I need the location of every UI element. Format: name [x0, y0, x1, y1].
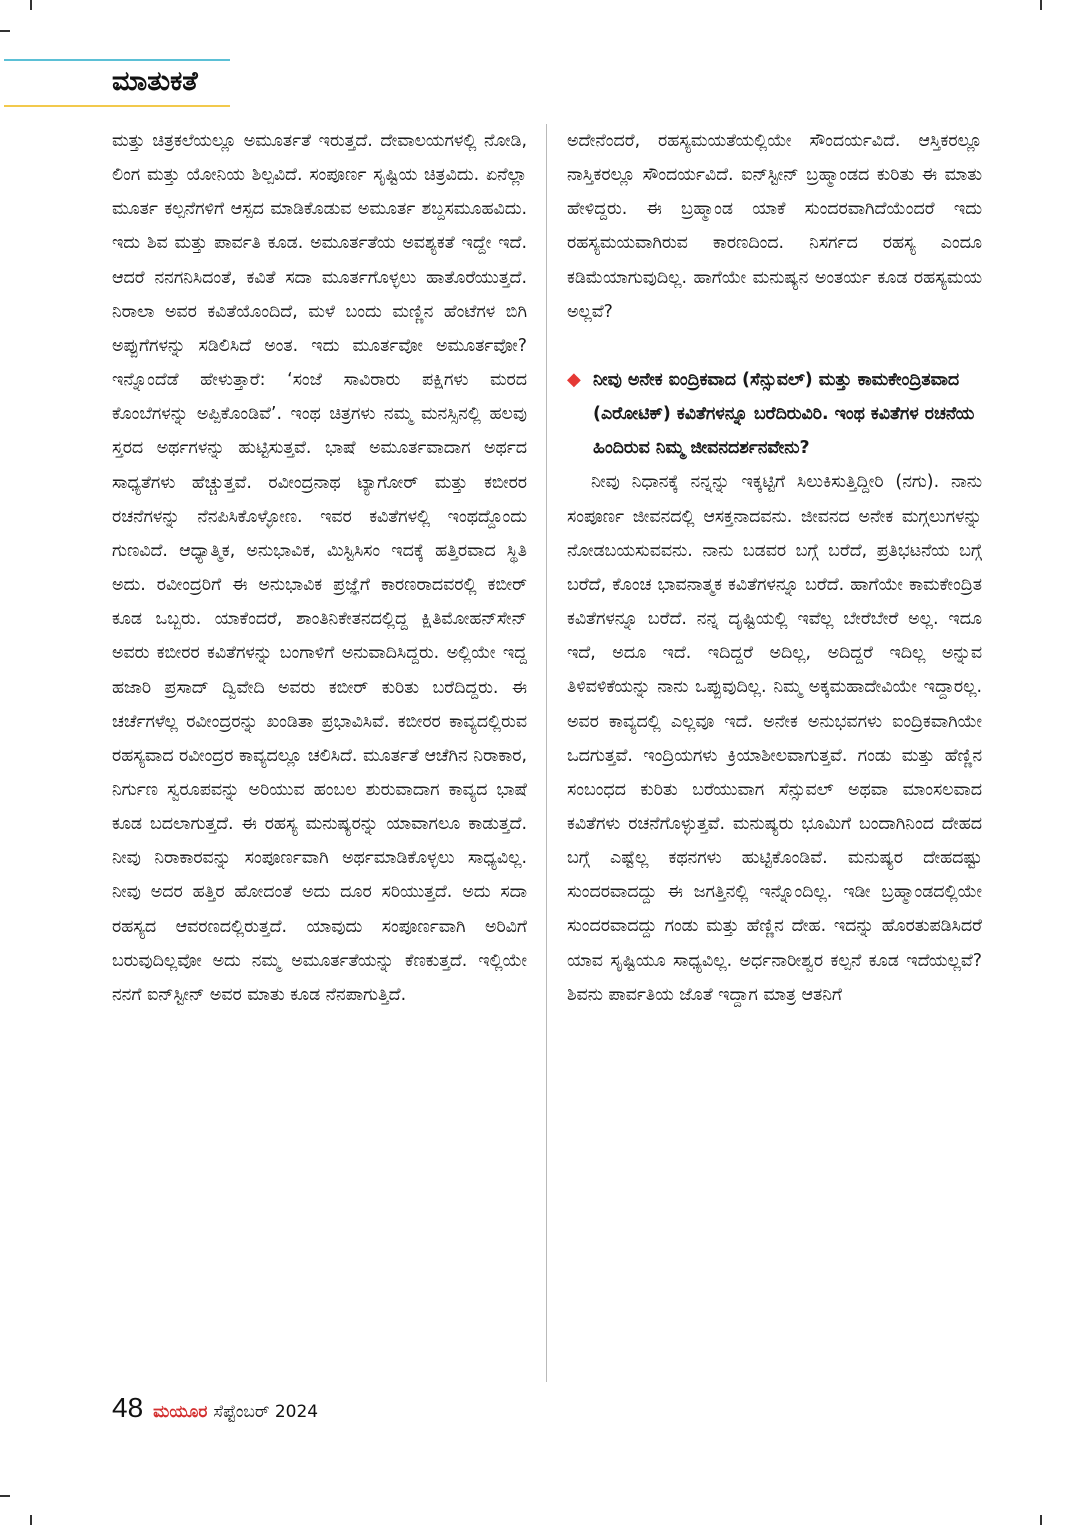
magazine-logo: ಮಯೂರ — [153, 1402, 208, 1422]
crop-mark — [0, 30, 10, 32]
diamond-bullet-icon: ◆ — [567, 368, 581, 390]
header-accent-bottom — [4, 105, 230, 107]
crop-mark — [30, 1515, 32, 1525]
column-divider — [546, 124, 547, 1382]
page-footer — [112, 1392, 318, 1432]
crop-mark — [1040, 0, 1042, 10]
header-accent-top — [4, 59, 230, 61]
article-column-right — [567, 124, 982, 1386]
interview-answer: ನೀವು ನಿಧಾನಕ್ಕೆ ನನ್ನನ್ನು ಇಕ್ಕಟ್ಟಿಗೆ ಸಿಲುಕಿಸುತ್ತಿದ್ದೀರಿ (ನಗು). ನಾನು ಸಂಪೂರ್ಣ ಜೀವನದಲ್ಲಿ ಆಸಕ್ತನಾದವನು. ಜೀವನದ ಅನೇಕ ಮಗ್ಗಲುಗಳನ್ನು ನೋಡಬಯಸುವವನು. ನಾನು ಬಡವರ ಬಗ್ಗೆ ಬರೆದೆ, ಪ್ರತಿಭಟನೆಯ ಬಗ್ಗೆ ಬರೆದೆ, ಕೊಂಚ ಭಾವನಾತ್ಮಕ ಕವಿತೆಗಳನ್ನೂ ಬರೆದೆ. ಹಾಗೆಯೇ ಕಾಮಕೇಂದ್ರಿತ ಕವಿತೆಗಳನ್ನೂ ಬರೆದೆ. ನನ್ನ ದೃಷ್ಟಿಯಲ್ಲಿ ಇವೆಲ್ಲ ಬೇರೆಬೇರೆ ಅಲ್ಲ. ಇದೂ ಇದೆ, ಅದೂ ಇದೆ. ಇದಿದ್ದರೆ ಅದಿಲ್ಲ, ಅದಿದ್ದರೆ ಇದಿಲ್ಲ ಅನ್ನುವ ತಿಳಿವಳಿಕೆಯನ್ನು ನಾನು ಒಪ್ಪುವುದಿಲ್ಲ. ನಿಮ್ಮ ಅಕ್ಕಮಹಾದೇವಿಯೇ ಇದ್ದಾರಲ್ಲ. ಅವರ ಕಾವ್ಯದಲ್ಲಿ ಎಲ್ಲವೂ ಇದೆ. ಅನೇಕ ಅನುಭವಗಳು ಐಂದ್ರಿಕವಾಗಿಯೇ ಒದಗುತ್ತವೆ. ಇಂದ್ರಿಯಗಳು ಕ್ರಿಯಾಶೀಲವಾಗುತ್ತವೆ. ಗಂಡು ಮತ್ತು ಹೆಣ್ಣಿನ ಸಂಬಂಧದ ಕುರಿತು ಬರೆಯುವಾಗ ಸೆನ್ಸುವಲ್ ಅಥವಾ ಮಾಂಸಲವಾದ ಕವಿತೆಗಳು ರಚನೆಗೊಳ್ಳುತ್ತವೆ. ಮನುಷ್ಯರು ಭೂಮಿಗೆ ಬಂದಾಗಿನಿಂದ ದೇಹದ ಬಗ್ಗೆ ಎಷ್ಟೆಲ್ಲ ಕಥನಗಳು ಹುಟ್ಟಿಕೊಂಡಿವೆ. ಮನುಷ್ಯರ ದೇಹದಷ್ಟು ಸುಂದರವಾದದ್ದು ಈ ಜಗತ್ತಿನಲ್ಲಿ ಇನ್ನೊಂದಿಲ್ಲ. ಇಡೀ ಬ್ರಹ್ಮಾಂಡದಲ್ಲಿಯೇ ಸುಂದರವಾದದ್ದು ಗಂಡು ಮತ್ತು ಹೆಣ್ಣಿನ ದೇಹ. ಇದನ್ನು ಹೊರತುಪಡಿಸಿದರೆ ಯಾವ ಸೃಷ್ಟಿಯೂ ಸಾಧ್ಯವಿಲ್ಲ. ಅರ್ಧನಾರೀಶ್ವರ ಕಲ್ಪನೆ ಕೂಡ ಇದೆಯಲ್ಲವೆ? ಶಿವನು ಪಾರ್ವತಿಯ ಜೊತೆ ಇದ್ದಾಗ ಮಾತ್ರ ಆತನಿಗೆ — [567, 472, 982, 1005]
crop-mark — [0, 1495, 10, 1497]
section-title: ಮಾತುಕತೆ — [112, 66, 198, 97]
crop-mark — [30, 0, 32, 10]
question-text: ನೀವು ಅನೇಕ ಐಂದ್ರಿಕವಾದ (ಸೆನ್ಸುವಲ್) ಮತ್ತು ಕಾಮಕೇಂದ್ರಿತವಾದ (ಎರೋಟಿಕ್) ಕವಿತೆಗಳನ್ನೂ ಬರೆದಿರುವಿರಿ. ಇಂಥ ಕವಿತೆಗಳ ರಚನೆಯ ಹಿಂದಿರುವ ನಿಮ್ಮ ಜೀವನದರ್ಶನವೇನು? — [593, 369, 975, 459]
crop-mark — [1040, 1515, 1042, 1525]
interview-question — [567, 363, 982, 465]
article-paragraph: ಅದೇನೆಂದರೆ, ರಹಸ್ಯಮಯತೆಯಲ್ಲಿಯೇ ಸೌಂದರ್ಯವಿದೆ. ಆಸ್ತಿಕರಲ್ಲೂ ನಾಸ್ತಿಕರಲ್ಲೂ ಸೌಂದರ್ಯವಿದೆ. ಐನ್‌ಸ್ಟೀನ್ ಬ್ರಹ್ಮಾಂಡದ ಕುರಿತು ಈ ಮಾತು ಹೇಳಿದ್ದರು. ಈ ಬ್ರಹ್ಮಾಂಡ ಯಾಕೆ ಸುಂದರವಾಗಿದೆಯೆಂದರೆ ಇದು ರಹಸ್ಯಮಯವಾಗಿರುವ ಕಾರಣದಿಂದ. ನಿಸರ್ಗದ ರಹಸ್ಯ ಎಂದೂ ಕಡಿಮೆಯಾಗುವುದಿಲ್ಲ. ಹಾಗೆಯೇ ಮನುಷ್ಯನ ಅಂತರ್ಯ ಕೂಡ ರಹಸ್ಯಮಯ ಅಲ್ಲವೆ? — [567, 131, 982, 322]
issue-date: ಸೆಪ್ಟೆಂಬರ್ 2024 — [213, 1402, 319, 1422]
article-column-left — [112, 124, 527, 1386]
spacer — [567, 329, 982, 363]
article-paragraph: ಮತ್ತು ಚಿತ್ರಕಲೆಯಲ್ಲೂ ಅಮೂರ್ತತೆ ಇರುತ್ತದೆ. ದೇವಾಲಯಗಳಲ್ಲಿ ನೋಡಿ, ಲಿಂಗ ಮತ್ತು ಯೋನಿಯ ಶಿಲ್ಪವಿದೆ. ಸಂಪೂರ್ಣ ಸೃಷ್ಟಿಯ ಚಿತ್ರವಿದು. ಏನೆಲ್ಲಾ ಮೂರ್ತ ಕಲ್ಪನೆಗಳಿಗೆ ಆಸ್ಪದ ಮಾಡಿಕೊಡುವ ಅಮೂರ್ತ ಶಬ್ದಸಮೂಹವಿದು. ಇದು ಶಿವ ಮತ್ತು ಪಾರ್ವತಿ ಕೂಡ. ಅಮೂರ್ತತೆಯ ಅವಶ್ಯಕತೆ ಇದ್ದೇ ಇದೆ. ಆದರೆ ನನಗನಿಸಿದಂತೆ, ಕವಿತೆ ಸದಾ ಮೂರ್ತಗೊಳ್ಳಲು ಹಾತೊರೆಯುತ್ತದೆ. ನಿರಾಲಾ ಅವರ ಕವಿತೆಯೊಂದಿದೆ, ಮಳೆ ಬಂದು ಮಣ್ಣಿನ ಹೆಂಟೆಗಳ ಬಿಗಿ ಅಪ್ಪುಗೆಗಳನ್ನು ಸಡಿಲಿಸಿದೆ ಅಂತ. ಇದು ಮೂರ್ತವೋ ಅಮೂರ್ತವೋ? ಇನ್ನೊಂದೆಡೆ ಹೇಳುತ್ತಾರೆ: ‘ಸಂಜೆ ಸಾವಿರಾರು ಪಕ್ಷಿಗಳು ಮರದ ಕೊಂಬೆಗಳನ್ನು ಅಪ್ಪಿಕೊಂಡಿವೆ’. ಇಂಥ ಚಿತ್ರಗಳು ನಮ್ಮ ಮನಸ್ಸಿನಲ್ಲಿ ಹಲವು ಸ್ತರದ ಅರ್ಥಗಳನ್ನು ಹುಟ್ಟಿಸುತ್ತವೆ. ಭಾಷೆ ಅಮೂರ್ತವಾದಾಗ ಅರ್ಥದ ಸಾಧ್ಯತೆಗಳು ಹೆಚ್ಚುತ್ತವೆ. ರವೀಂದ್ರನಾಥ ಟ್ಯಾಗೋರ್ ಮತ್ತು ಕಬೀರರ ರಚನೆಗಳನ್ನು ನೆನಪಿಸಿಕೊಳ್ಳೋಣ. ಇವರ ಕವಿತೆಗಳಲ್ಲಿ ಇಂಥದ್ದೊಂದು ಗುಣವಿದೆ. ಆಧ್ಯಾತ್ಮಿಕ, ಅನುಭಾವಿಕ, ಮಿಸ್ಟಿಸಿಸಂ ಇದಕ್ಕೆ ಹತ್ತಿರವಾದ ಸ್ಥಿತಿ ಅದು. ರವೀಂದ್ರರಿಗೆ ಈ ಅನುಭಾವಿಕ ಪ್ರಜ್ಞೆಗೆ ಕಾರಣರಾದವರಲ್ಲಿ ಕಬೀರ್ ಕೂಡ ಒಬ್ಬರು. ಯಾಕೆಂದರೆ, ಶಾಂತಿನಿಕೇತನದಲ್ಲಿದ್ದ ಕ್ಷಿತಿಮೋಹನ್‌ಸೇನ್ ಅವರು ಕಬೀರರ ಕವಿತೆಗಳನ್ನು ಬಂಗಾಳಿಗೆ ಅನುವಾದಿಸಿದ್ದರು. ಅಲ್ಲಿಯೇ ಇದ್ದ ಹಜಾರಿ ಪ್ರಸಾದ್ ದ್ವಿವೇದಿ ಅವರು ಕಬೀರ್ ಕುರಿತು ಬರೆದಿದ್ದರು. ಈ ಚರ್ಚೆಗಳೆಲ್ಲ ರವೀಂದ್ರರನ್ನು ಖಂಡಿತಾ ಪ್ರಭಾವಿಸಿವೆ. ಕಬೀರರ ಕಾವ್ಯದಲ್ಲಿರುವ ರಹಸ್ಯವಾದ ರವೀಂದ್ರರ ಕಾವ್ಯದಲ್ಲೂ ಚಲಿಸಿದೆ. ಮೂರ್ತತೆ ಆಚೆಗಿನ ನಿರಾಕಾರ, ನಿರ್ಗುಣ ಸ್ವರೂಪವನ್ನು ಅರಿಯುವ ಹಂಬಲ ಶುರುವಾದಾಗ ಕಾವ್ಯದ ಭಾಷೆ ಕೂಡ ಬದಲಾಗುತ್ತದೆ. ಈ ರಹಸ್ಯ ಮನುಷ್ಯರನ್ನು ಯಾವಾಗಲೂ ಕಾಡುತ್ತದೆ. ನೀವು ನಿರಾಕಾರವನ್ನು ಸಂಪೂರ್ಣವಾಗಿ ಅರ್ಥಮಾಡಿಕೊಳ್ಳಲು ಸಾಧ್ಯವಿಲ್ಲ. ನೀವು ಅದರ ಹತ್ತಿರ ಹೋದಂತೆ ಅದು ದೂರ ಸರಿಯುತ್ತದೆ. ಅದು ಸದಾ ರಹಸ್ಯದ ಆವರಣದಲ್ಲಿರುತ್ತದೆ. ಯಾವುದು ಸಂಪೂರ್ಣವಾಗಿ ಅರಿವಿಗೆ ಬರುವುದಿಲ್ಲವೋ ಅದು ನಮ್ಮ ಅಮೂರ್ತತೆಯನ್ನು ಕೆಣಕುತ್ತದೆ. ಇಲ್ಲಿಯೇ ನನಗೆ ಐನ್‌ಸ್ಟೀನ್ ಅವರ ಮಾತು ಕೂಡ ನೆನಪಾಗುತ್ತಿದೆ. — [112, 131, 527, 1005]
page-number: 48 — [112, 1392, 144, 1423]
